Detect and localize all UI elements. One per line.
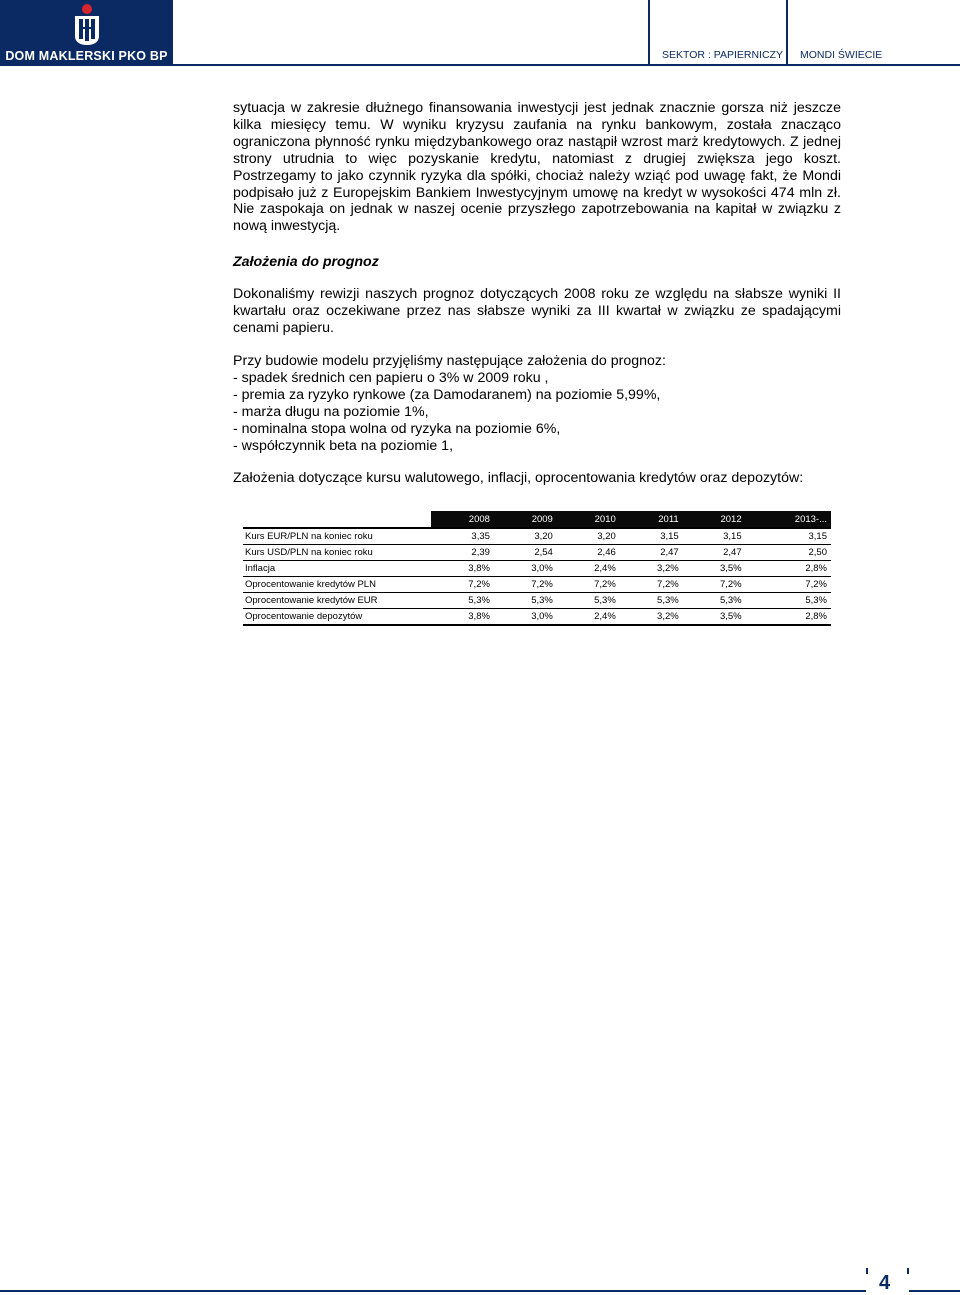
table-cell: 5,3% bbox=[746, 593, 831, 609]
table-cell: 7,2% bbox=[431, 577, 494, 593]
header-divider bbox=[648, 0, 650, 66]
table-cell: 3,0% bbox=[494, 609, 557, 626]
column-header: 2012 bbox=[683, 511, 746, 528]
row-label: Kurs EUR/PLN na koniec roku bbox=[243, 528, 431, 545]
page-number bbox=[866, 1274, 909, 1294]
brand-name: DOM MAKLERSKI PKO BP bbox=[5, 49, 168, 63]
table-row bbox=[243, 561, 831, 577]
paragraph: Dokonaliśmy rewizji naszych prognoz dotyczących 2008 roku ze względu na słabsze wyniki II kwartału oraz oczekiwane przez nas słabsze wyniki za III kwartał w związku ze spadającymi cenami papieru. bbox=[233, 286, 841, 337]
table-cell: 2,46 bbox=[557, 545, 620, 561]
table-cell: 3,8% bbox=[431, 561, 494, 577]
brand-block bbox=[0, 0, 173, 66]
page-number-text: 4 bbox=[879, 1272, 891, 1294]
table-row bbox=[243, 577, 831, 593]
list-item: - nominalna stopa wolna od ryzyka na poziomie 6%, bbox=[233, 420, 561, 437]
row-label: Oprocentowanie kredytów EUR bbox=[243, 593, 431, 609]
assumptions-table bbox=[243, 511, 831, 626]
table-cell: 7,2% bbox=[746, 577, 831, 593]
table-cell: 5,3% bbox=[431, 593, 494, 609]
table-cell: 3,5% bbox=[683, 561, 746, 577]
table-cell: 2,4% bbox=[557, 561, 620, 577]
table-cell: 2,8% bbox=[746, 609, 831, 626]
table-cell: 3,0% bbox=[494, 561, 557, 577]
table-corner bbox=[243, 511, 431, 528]
table-cell: 2,39 bbox=[431, 545, 494, 561]
list-item: - współczynnik beta na poziomie 1, bbox=[233, 437, 454, 454]
table-cell: 2,54 bbox=[494, 545, 557, 561]
row-label: Kurs USD/PLN na koniec roku bbox=[243, 545, 431, 561]
table-row bbox=[243, 528, 831, 545]
column-header: 2013-... bbox=[746, 511, 831, 528]
table-cell: 3,8% bbox=[431, 609, 494, 626]
list-item: - spadek średnich cen papieru o 3% w 2009 roku , bbox=[233, 369, 549, 386]
table-cell: 2,50 bbox=[746, 545, 831, 561]
page-header bbox=[0, 0, 960, 66]
table-cell: 7,2% bbox=[683, 577, 746, 593]
table-cell: 7,2% bbox=[620, 577, 683, 593]
header-rule bbox=[173, 64, 960, 66]
paragraph: Założenia dotyczące kursu walutowego, inflacji, oprocentowania kredytów oraz depozytów: bbox=[233, 470, 804, 487]
paragraph: sytuacja w zakresie dłużnego finansowania inwestycji jest jednak znacznie gorsza niż jeszcze kilka miesięcy temu. W wyniku kryzysu zaufania na rynku bankowym, została znacząco ograniczona płynność rynku międzybankowego oraz nastąpił wzrost marż kredytowych. Z jednej strony utrudnia to więc pozyskanie kredytu, natomiast z drugiej zwiększa jego koszt. Postrzegamy to jako czynnik ryzyka dla spółki, chociaż należy wziąć pod uwagę fakt, że Mondi podpisało już z Europejskim Bankiem Inwestycyjnym umowę na kredyt w wysokości 474 mln zł. Nie zaspokaja on jednak w naszej ocenie przyszłego zapotrzebowania na kapitał w związku z nową inwestycją. bbox=[233, 100, 841, 235]
table-cell: 3,2% bbox=[620, 561, 683, 577]
row-label: Inflacja bbox=[243, 561, 431, 577]
column-header: 2010 bbox=[557, 511, 620, 528]
row-label: Oprocentowanie kredytów PLN bbox=[243, 577, 431, 593]
table-cell: 5,3% bbox=[683, 593, 746, 609]
table-cell: 2,47 bbox=[683, 545, 746, 561]
main-content bbox=[233, 100, 841, 487]
sector-label: SEKTOR : PAPIERNICZY bbox=[662, 49, 783, 61]
table-cell: 5,3% bbox=[494, 593, 557, 609]
company-label: MONDI ŚWIECIE bbox=[800, 49, 883, 61]
table-cell: 2,4% bbox=[557, 609, 620, 626]
table-cell: 3,15 bbox=[746, 528, 831, 545]
table-cell: 5,3% bbox=[557, 593, 620, 609]
column-header: 2009 bbox=[494, 511, 557, 528]
table-row bbox=[243, 609, 831, 626]
table-row bbox=[243, 545, 831, 561]
table-cell: 3,15 bbox=[683, 528, 746, 545]
table-row bbox=[243, 593, 831, 609]
table-cell: 2,47 bbox=[620, 545, 683, 561]
paragraph: Przy budowie modelu przyjęliśmy następujące założenia do prognoz: bbox=[233, 352, 666, 369]
footer-rule bbox=[0, 1290, 960, 1292]
table-header-row bbox=[243, 511, 831, 528]
list-item: - premia za ryzyko rynkowe (za Damodaranem) na poziomie 5,99%, bbox=[233, 386, 661, 403]
list-item: - marża długu na poziomie 1%, bbox=[233, 403, 429, 420]
assumptions-list bbox=[233, 370, 841, 455]
table-cell: 5,3% bbox=[620, 593, 683, 609]
pko-logo-icon bbox=[70, 2, 104, 46]
table-cell: 7,2% bbox=[494, 577, 557, 593]
table-cell: 3,35 bbox=[431, 528, 494, 545]
table-cell: 3,15 bbox=[620, 528, 683, 545]
table-cell: 7,2% bbox=[557, 577, 620, 593]
column-header: 2008 bbox=[431, 511, 494, 528]
header-divider bbox=[786, 0, 788, 66]
table-cell: 3,5% bbox=[683, 609, 746, 626]
row-label: Oprocentowanie depozytów bbox=[243, 609, 431, 626]
table-cell: 2,8% bbox=[746, 561, 831, 577]
table-cell: 3,20 bbox=[494, 528, 557, 545]
section-heading: Założenia do prognoz bbox=[233, 254, 379, 271]
column-header: 2011 bbox=[620, 511, 683, 528]
table-cell: 3,20 bbox=[557, 528, 620, 545]
table-cell: 3,2% bbox=[620, 609, 683, 626]
